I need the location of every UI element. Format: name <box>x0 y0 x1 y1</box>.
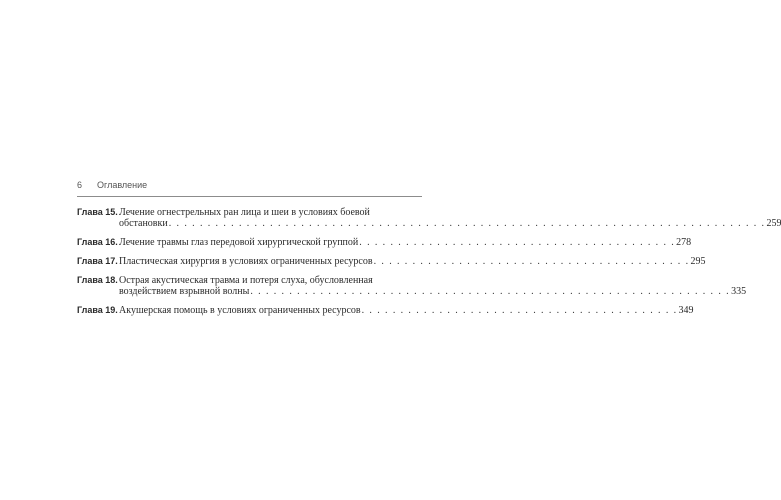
page-ref: 349 <box>678 305 694 316</box>
page-ref: 278 <box>676 237 692 248</box>
page-ref: 259 <box>766 218 781 229</box>
toc-entry <box>77 275 747 297</box>
toc-entry <box>77 256 706 267</box>
dot-leader: . . . . . . . . . . . . . . . . . . . . . . . . . . . . . . . . . . . . . . . . . <box>361 305 678 316</box>
running-header <box>77 180 422 197</box>
chapter-label: Глава 15. <box>77 207 118 217</box>
page-ref: 295 <box>690 256 706 267</box>
page-ref: 335 <box>731 286 747 297</box>
chapter-label: Глава 19. <box>77 305 118 315</box>
table-of-contents <box>77 207 781 324</box>
chapter-label: Глава 16. <box>77 237 118 247</box>
chapter-label: Глава 17. <box>77 256 118 266</box>
toc-entry <box>77 237 692 248</box>
entry-title-line: Лечение травмы глаз передовой хирургической группой <box>119 237 359 248</box>
toc-entry <box>77 305 694 316</box>
page-number: 6 <box>77 180 83 190</box>
section-title: Оглавление <box>97 180 148 190</box>
dot-leader: . . . . . . . . . . . . . . . . . . . . . . . . . . . . . . . . . . . . . . . . . . . . . . . . . . . . . . . . . . . . . . . . . . . . . . . . . . . . . <box>168 218 766 229</box>
entry-title-line: Пластическая хирургия в условиях ограниченных ресурсов <box>119 256 373 267</box>
entry-title-line: Лечение огнестрельных ран лица и шеи в условиях боевой <box>119 207 370 218</box>
entry-title-line: обстановки <box>119 218 168 229</box>
dot-leader: . . . . . . . . . . . . . . . . . . . . . . . . . . . . . . . . . . . . . . . . . . . . . . . . . . . . . . . . . . . . . . <box>250 286 731 297</box>
dot-leader: . . . . . . . . . . . . . . . . . . . . . . . . . . . . . . . . . . . . . . . . . <box>359 237 676 248</box>
entry-title-line: Острая акустическая травма и потеря слуха, обусловленная <box>119 275 373 286</box>
toc-entry <box>77 207 781 229</box>
entry-title-line: воздействием взрывной волны <box>119 286 250 297</box>
chapter-label: Глава 18. <box>77 275 118 285</box>
entry-title-line: Акушерская помощь в условиях ограниченных ресурсов <box>119 305 361 316</box>
dot-leader: . . . . . . . . . . . . . . . . . . . . . . . . . . . . . . . . . . . . . . . . . <box>373 256 690 267</box>
